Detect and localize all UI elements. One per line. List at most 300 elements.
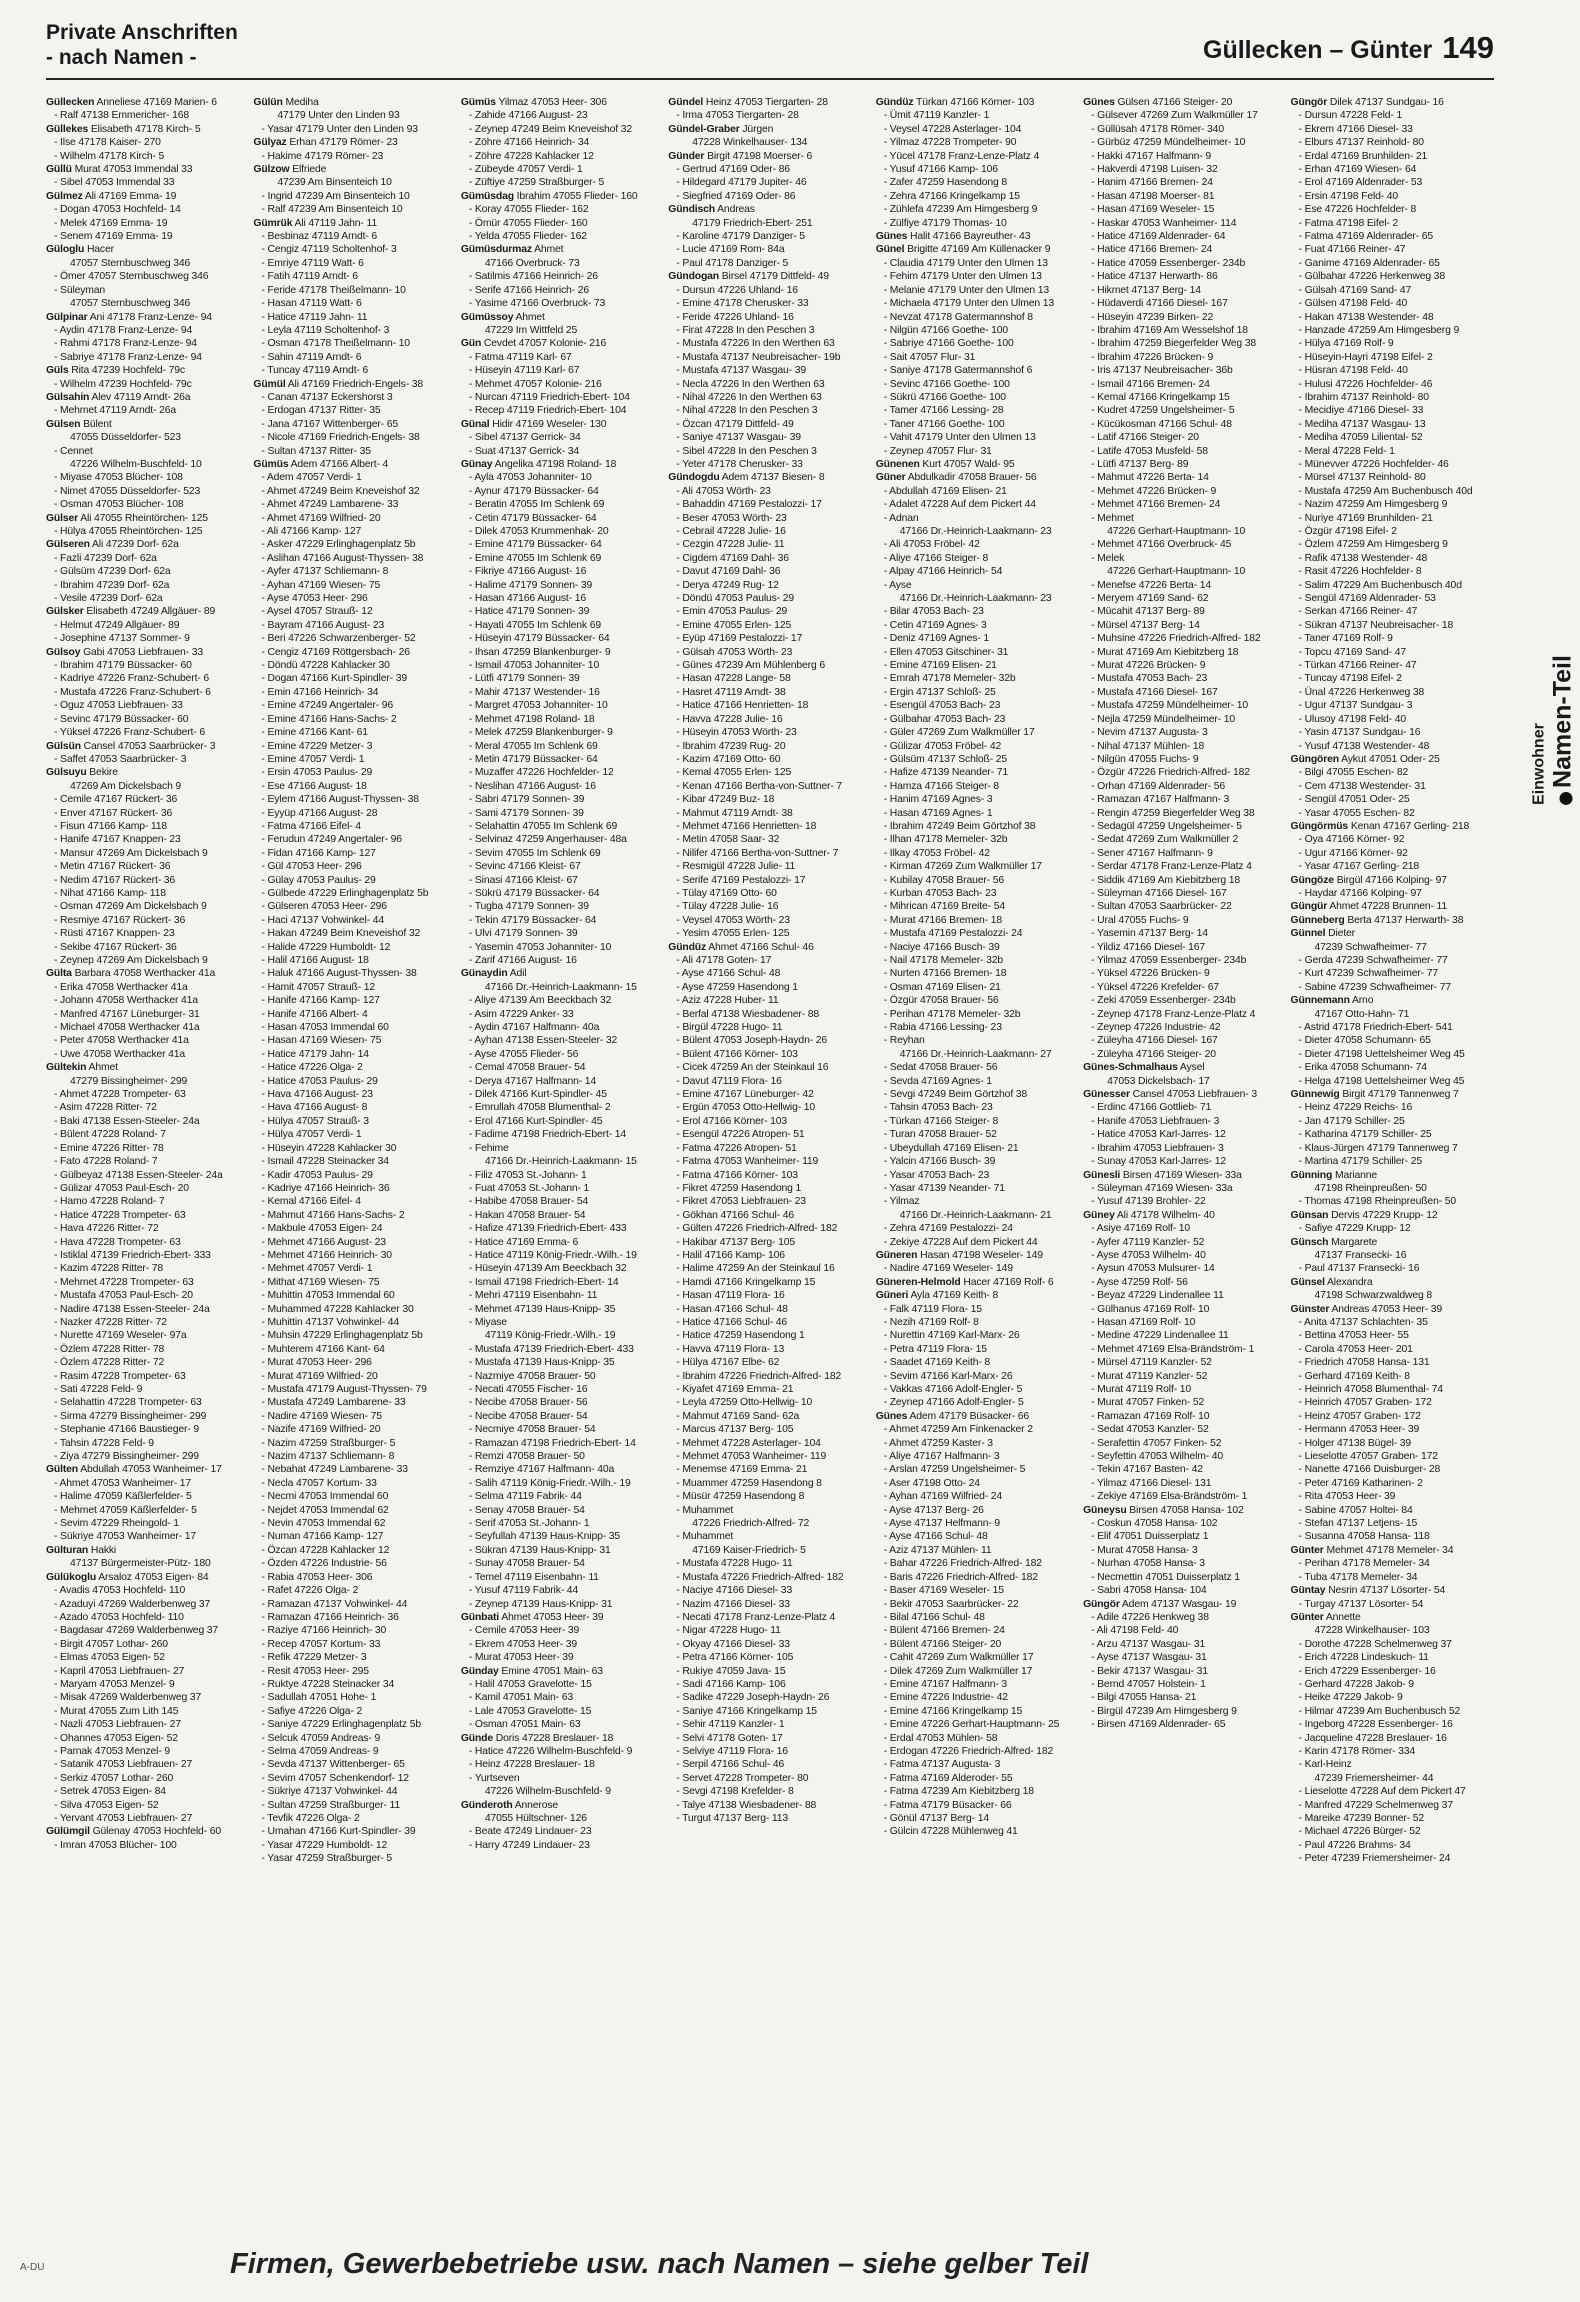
listing-entry: - Mehmet 47198 Roland- 18 <box>468 713 595 725</box>
listing-entry: - Yasar 47229 Humboldt- 12 <box>261 1839 388 1851</box>
listing-entry: - Erdogan 47137 Ritter- 35 <box>261 405 381 417</box>
listing-entry: - Sener 47167 Halfmann- 9 <box>1091 847 1213 859</box>
listing-entry <box>1291 874 1494 887</box>
listing-entry: - Oguz 47053 Liebfrauen- 33 <box>54 700 183 712</box>
listing-entry: - Kirman 47269 Zum Walkmüller 17 <box>883 861 1042 873</box>
listing-entry: - Esengül 47226 Atropen- 51 <box>676 1129 805 1141</box>
listing-entry: 47279 Bissingheimer- 299 <box>70 1075 188 1087</box>
listing-entry: - Eyüp 47169 Pestalozzi- 17 <box>676 633 803 645</box>
listing-entry <box>46 1463 249 1476</box>
listing-entry: - Tamer 47166 Lessing- 28 <box>883 405 1004 417</box>
listing-entry: - Ferudun 47249 Angertaler- 96 <box>261 834 402 846</box>
listing-entry <box>1291 96 1494 109</box>
surname: Güner <box>875 472 906 484</box>
listing-entry: - Fuat 47053 St.-Johann- 1 <box>468 1182 590 1194</box>
listing-entry: - Ismail 47198 Friedrich-Ebert- 14 <box>468 1276 619 1288</box>
listing-entry: - Tahsin 47228 Feld- 9 <box>54 1437 154 1449</box>
listing-entry: - Yasar 47053 Bach- 23 <box>883 1169 990 1181</box>
listing-entry: - Aslihan 47166 August-Thyssen- 38 <box>261 552 424 564</box>
listing-entry: - Cetin 47179 Büssacker- 64 <box>468 512 597 524</box>
listing-entry: - Hakki 47167 Halfmann- 9 <box>1091 150 1211 162</box>
listing-entry: - Dieter 47198 Uettelsheimer Weg 45 <box>1298 1048 1465 1060</box>
listing-entry <box>1083 1209 1286 1222</box>
listing-entry: - Emine 47226 Gerhart-Hauptmann- 25 <box>883 1719 1060 1731</box>
listing-entry: - Nihal 47228 In den Peschen 3 <box>676 405 818 417</box>
listing-entry: - Maryam 47053 Menzel- 9 <box>54 1678 175 1690</box>
listing-entry: - Miyase <box>468 1316 507 1328</box>
listing-entry: - Latife 47053 Musfeld- 58 <box>1091 445 1208 457</box>
listing-entry: - Sengül 47051 Oder- 25 <box>1298 794 1410 806</box>
listing-entry: - Canan 47137 Eckershorst 3 <box>261 391 393 403</box>
listing-entry <box>1083 1598 1286 1611</box>
listing-entry: - Emine 47055 Im Schlenk 69 <box>468 552 602 564</box>
listing-entry: - Recep 47057 Kortum- 33 <box>261 1638 381 1650</box>
listing-entry: 47226 Friedrich-Alfred- 72 <box>692 1518 810 1530</box>
listing-entry: - Uwe 47058 Werthacker 41a <box>54 1048 186 1060</box>
entry-details: Rita 47239 Hochfeld- 79c <box>71 365 185 377</box>
entry-details: Elfriede <box>292 164 327 176</box>
listing-entry: - Beyaz 47229 Lindenallee 11 <box>1091 1290 1224 1302</box>
listing-entry: - Ayse <box>883 579 912 591</box>
listing-entry: - Hatice 47137 Herwarth- 86 <box>1091 271 1218 283</box>
surname: Gülsün <box>46 740 81 752</box>
listing-entry: - Aysun 47053 Mulsurer- 14 <box>1091 1263 1215 1275</box>
listing-entry: - Sevim 47229 Rheingold- 1 <box>54 1518 179 1530</box>
listing-entry: - Gülsen 47198 Feld- 40 <box>1298 298 1408 310</box>
listing-entry: - Bahar 47226 Friedrich-Alfred- 182 <box>883 1558 1042 1570</box>
listing-entry: - Setrek 47053 Eigen- 84 <box>54 1786 166 1798</box>
listing-entry: - Ayse 47053 Wilhelm- 40 <box>1091 1249 1206 1261</box>
listing-entry: - Fehim 47179 Unter den Ulmen 13 <box>883 271 1042 283</box>
listing-entry: - Fikret 47259 Hasendong 1 <box>676 1182 802 1194</box>
listing-entry: - Elmas 47053 Eigen- 52 <box>54 1652 165 1664</box>
listing-entry: - Muammer 47259 Hasendong 8 <box>676 1477 822 1489</box>
listing-entry: - Ersin 47198 Feld- 40 <box>1298 190 1399 202</box>
listing-entry: - Hüseyin 47119 Karl- 67 <box>468 365 580 377</box>
entry-details: Cevdet 47057 Kolonie- 216 <box>483 338 607 350</box>
listing-entry: - Nihat 47166 Kamp- 118 <box>54 887 166 899</box>
listing-entry: - Sibel 47137 Gerrick- 34 <box>468 432 581 444</box>
listing-entry: - Hatice 47169 Emma- 6 <box>468 1236 579 1248</box>
listing-entry: - Ayse 47137 Helfmann- 9 <box>883 1518 1001 1530</box>
listing-entry: - Fidan 47166 Kamp- 127 <box>261 847 376 859</box>
listing-entry: 47229 Im Wittfeld 25 <box>484 324 578 336</box>
surname: Günter <box>1290 1611 1324 1623</box>
listing-entry: - Mehmet 47119 Arndt- 26a <box>54 405 176 417</box>
listing-entry: - Sabriye 47166 Goethe- 100 <box>883 338 1014 350</box>
entry-details: Ahmet <box>88 1062 118 1074</box>
listing-entry: - Hava 47166 August- 23 <box>261 1089 373 1101</box>
listing-entry: - Wilhelm 47178 Kirch- 5 <box>54 150 165 162</box>
listing-entry: - Sami 47179 Sonnen- 39 <box>468 807 584 819</box>
surname: Gülyaz <box>253 137 287 149</box>
surname: Gülseren <box>46 539 90 551</box>
entry-details: Brigitte 47169 Am Küllenacker 9 <box>907 244 1051 256</box>
entry-details: Birsen 47058 Hansa- 102 <box>1129 1504 1244 1516</box>
listing-entry: - Zafer 47259 Hasendong 8 <box>883 177 1008 189</box>
listing-entry: - Rahmi 47178 Franz-Lenze- 94 <box>54 338 197 350</box>
listing-entry: - Karoline 47179 Danziger- 5 <box>676 231 805 243</box>
listing-entry: - Hasan 47169 Agnes- 1 <box>883 807 993 819</box>
listing-entry <box>1083 1061 1286 1074</box>
listing-entry: - Ahmet 47249 Beim Kneveishof 32 <box>261 485 420 497</box>
listing-entry <box>46 243 249 256</box>
listing-entry <box>46 740 249 753</box>
listing-entry: 47166 Dr.-Heinrich-Laakmann- 23 <box>899 526 1052 537</box>
listing-entry: - Silva 47053 Eigen- 52 <box>54 1799 159 1811</box>
listing-entry: - Cengiz 47169 Röttgersbach- 26 <box>261 646 410 658</box>
listing-entry: - Mehmet 47228 Asterlager- 104 <box>676 1437 821 1449</box>
listing-entry: - Yasemin 47137 Berg- 14 <box>1091 928 1208 940</box>
listing-entry: - Zülfiye 47179 Thomas- 10 <box>883 217 1007 229</box>
listing-entry: - Hatice 47179 Jahn- 14 <box>261 1048 369 1060</box>
listing-entry: - Gerhard 47169 Keith- 8 <box>1298 1370 1410 1382</box>
listing-entry: - Özcan 47228 Kahlacker 12 <box>261 1544 390 1556</box>
listing-entry <box>876 1410 1079 1423</box>
listing-entry: - Neslihan 47166 August- 16 <box>468 780 596 792</box>
listing-entry: - Hülya 47057 Strauß- 3 <box>261 1115 369 1127</box>
listing-entry: - Serkiz 47057 Lothar- 260 <box>54 1772 174 1784</box>
listing-entry: - Ibrahim 47179 Büssacker- 60 <box>54 660 192 672</box>
listing-entry: - Gülten 47226 Friedrich-Alfred- 182 <box>676 1223 838 1235</box>
listing-entry: - Kenan 47166 Bertha-von-Suttner- 7 <box>676 780 842 792</box>
listing-entry: - Murat 47226 Brücken- 9 <box>1091 660 1206 672</box>
listing-entry: - Bülent 47228 Roland- 7 <box>54 1129 166 1141</box>
listing-entry <box>253 378 456 391</box>
listing-entry: - Murat 47119 Rolf- 10 <box>1091 1384 1191 1395</box>
listing-entry: - Heinz 47057 Graben- 172 <box>1298 1410 1421 1422</box>
listing-entry: - Fazli 47239 Dorf- 62a <box>54 552 157 564</box>
listing-entry: - Zeynep 47178 Franz-Lenze-Platz 4 <box>1091 1008 1256 1020</box>
listing-entry: - Thomas 47198 Rheinpreußen- 50 <box>1298 1196 1456 1208</box>
surname: Gülmez <box>46 190 83 202</box>
entry-details: Barbara 47058 Werthacker 41a <box>74 968 216 980</box>
listing-entry <box>1291 753 1494 766</box>
listing-entry: - Ayhan 47169 Wilfried- 24 <box>883 1491 1003 1503</box>
listing-entry: - Nevin 47053 Immendal 62 <box>261 1518 386 1530</box>
listing-entry: - Sultan 47053 Saarbrücker- 22 <box>1091 901 1232 913</box>
listing-entry: - Yasin 47137 Sundgau- 16 <box>1298 727 1421 739</box>
listing-entry <box>46 1825 249 1838</box>
entry-details: Birsel 47179 Dittfeld- 49 <box>721 271 829 283</box>
listing-entry: - Sirma 47279 Bissingheimer- 299 <box>54 1410 207 1422</box>
listing-entry: - Tuncay 47198 Eifel- 2 <box>1298 673 1402 685</box>
listing-entry: - Sabri 47179 Sonnen- 39 <box>468 794 585 806</box>
listing-entry: - Eyyüp 47166 August- 28 <box>261 807 378 819</box>
surname: Günes <box>875 231 908 243</box>
listing-entry: - Osman 47053 Blücher- 108 <box>54 499 184 511</box>
listing-entry: - Sati 47228 Feld- 9 <box>54 1384 143 1395</box>
listing-entry: - Emine 47057 Verdi- 1 <box>261 753 365 765</box>
listing-entry: - Hatice 47166 Henrietten- 18 <box>676 700 809 712</box>
listing-entry: - Satilmis 47166 Heinrich- 26 <box>468 271 598 283</box>
listing-entry: - Adalet 47228 Auf dem Pickert 44 <box>883 499 1036 511</box>
listing-entry: - Kücükosman 47166 Schul- 48 <box>1091 418 1232 430</box>
listing-entry: - Ahmet 47249 Lambarene- 33 <box>261 499 399 511</box>
listing-entry: - Zeynep 47226 Industrie- 42 <box>1091 1022 1221 1034</box>
listing-entry: - Fatma 47166 Körner- 103 <box>676 1169 798 1181</box>
listing-entry: - Muhammet <box>676 1531 734 1543</box>
listing-entry: - Hasan 47119 Watt- 6 <box>261 298 362 310</box>
listing-entry: - Tevfik 47226 Olga- 2 <box>261 1813 360 1824</box>
listing-entry: - Muhammed 47228 Kahlacker 30 <box>261 1303 414 1315</box>
listing-entry: - Gerhard 47228 Jakob- 9 <box>1298 1678 1414 1690</box>
listing-entry: - Emine 47229 Metzer- 3 <box>261 740 373 752</box>
listing-entry: - Bernd 47057 Holstein- 1 <box>1091 1678 1206 1690</box>
listing-entry <box>1083 1504 1286 1517</box>
listing-entry: - Hatice 47259 Hasendong 1 <box>676 1330 805 1342</box>
listing-entry: - Hanzade 47259 Am Himgesberg 9 <box>1298 324 1460 336</box>
listing-entry: - Süleyman 47169 Wiesen- 33a <box>1091 1182 1233 1194</box>
listing-entry: - Hulusi 47226 Hochfelder- 46 <box>1298 378 1433 390</box>
listing-entry <box>668 150 871 163</box>
listing-entry: - Cicek 47259 An der Steinkaul 16 <box>676 1062 829 1074</box>
listing-entry: - Mahmut 47226 Berta- 14 <box>1091 472 1209 484</box>
listing-entry: - Murat 47169 Am Kiebitzberg 18 <box>1091 646 1239 658</box>
listing-entry: - Yusuf 47119 Fabrik- 44 <box>468 1585 579 1597</box>
listing-entry: - Sait 47057 Flur- 31 <box>883 351 976 363</box>
listing-entry: - Hakan 47249 Beim Kneveishof 32 <box>261 928 421 940</box>
listing-entry: - Haydar 47166 Kolping- 97 <box>1298 887 1422 899</box>
listing-entry <box>668 203 871 216</box>
listing-entry <box>1291 820 1494 833</box>
entry-details: Murat 47053 Immendal 33 <box>74 164 193 176</box>
listing-entry <box>46 364 249 377</box>
listing-entry: - Sevda 47169 Agnes- 1 <box>883 1075 992 1087</box>
listing-entry: - Fatma 47169 Alderoder- 55 <box>883 1772 1013 1784</box>
listing-entry: - Hatice 47166 Schul- 46 <box>676 1316 788 1328</box>
listing-entry: - Seyfettin 47053 Wilhelm- 40 <box>1091 1451 1224 1463</box>
listing-entry: - Mahmut 47166 Hans-Sachs- 2 <box>261 1209 405 1221</box>
listing-entry: - Hanife 47166 Kamp- 127 <box>261 995 380 1007</box>
listing-entry: - Necati 47055 Fischer- 16 <box>468 1384 588 1395</box>
listing-entry: - Fatma 47239 Am Kiebitzberg 18 <box>883 1786 1034 1798</box>
entry-details: Mediha <box>285 97 319 108</box>
listing-entry: - Nurcan 47119 Friedrich-Ebert- 104 <box>468 391 630 403</box>
listing-entry: - Michael 47226 Bürger- 52 <box>1298 1826 1421 1838</box>
listing-entry <box>461 190 664 203</box>
listing-entry: - Türkan 47166 Steiger- 8 <box>883 1115 999 1127</box>
listing-entry <box>1083 1088 1286 1101</box>
listing-entry: - Hatice 47053 Karl-Jarres- 12 <box>1091 1129 1226 1141</box>
listing-entry: - Yasar 47167 Gerling- 218 <box>1298 861 1420 873</box>
listing-entry: - Züftiye 47259 Straßburger- 5 <box>468 177 605 189</box>
listing-entry: 47239 Schwafheimer- 77 <box>1314 941 1427 953</box>
listing-entry: - Asim 47228 Ritter- 72 <box>54 1102 157 1114</box>
listing-entry: - Hatice 47169 Aldenrader- 64 <box>1091 231 1226 243</box>
listing-entry: - Ömür 47055 Flieder- 160 <box>468 217 588 229</box>
listing-entry: - Kemal 47055 Erlen- 125 <box>676 767 792 779</box>
listing-entry: - Hasan 47119 Flora- 16 <box>676 1290 785 1302</box>
listing-entry: - Saniye 47166 Kringelkamp 15 <box>676 1705 817 1717</box>
listing-entry: - Cebrail 47228 Julie- 16 <box>676 526 786 537</box>
listing-entry: - Jan 47179 Schiller- 25 <box>1298 1115 1405 1127</box>
listing-entry: 47055 Hültschner- 126 <box>484 1813 587 1824</box>
listing-entry: - Gülhanus 47169 Rolf- 10 <box>1091 1303 1210 1315</box>
listing-entry: - Selviye 47119 Flora- 16 <box>676 1745 788 1757</box>
listing-entry: - Josephine 47137 Sommer- 9 <box>54 633 190 645</box>
listing-entry: - Saadet 47169 Keith- 8 <box>883 1357 990 1369</box>
listing-entry: - Hüseyin 47139 Am Beeckbach 32 <box>468 1263 627 1275</box>
listing-entry: - Meral 47228 Feld- 1 <box>1298 445 1395 457</box>
page-number: 149 <box>1442 30 1494 65</box>
listing-entry: - Enver 47167 Rückert- 36 <box>54 807 173 819</box>
listing-entry: - Reyhan <box>883 1035 925 1047</box>
listing-entry: - Saniye 47229 Erlinghagenplatz 5b <box>261 1719 421 1731</box>
listing-entry <box>461 1611 664 1624</box>
surname: Günneberg <box>1290 914 1345 926</box>
listing-entry: - Yasar 47179 Unter den Linden 93 <box>261 123 418 135</box>
entry-details: Hacer <box>86 244 114 256</box>
listing-entry: - Rasim 47228 Trompeter- 63 <box>54 1370 186 1382</box>
listing-entry: - Alpay 47166 Heinrich- 54 <box>883 566 1003 578</box>
listing-entry: - Ayla 47053 Johanniter- 10 <box>468 472 592 484</box>
listing-entry: - Suat 47137 Gerrick- 34 <box>468 445 580 457</box>
listing-entry: - Baser 47169 Weseler- 15 <box>883 1585 1004 1597</box>
listing-entry <box>461 418 664 431</box>
entry-details: Adil <box>509 968 527 980</box>
listing-entry: - Menefse 47226 Berta- 14 <box>1091 579 1211 591</box>
surname: Güngör <box>1290 97 1328 108</box>
listing-entry: - Mecidiye 47166 Diesel- 33 <box>1298 405 1424 417</box>
listing-entry: - Resmigül 47228 Julie- 11 <box>676 861 796 873</box>
listing-entry: - Hafize 47139 Neander- 71 <box>883 767 1009 779</box>
surname: Gülta <box>46 968 72 980</box>
listing-entry: - Nurette 47169 Weseler- 97a <box>54 1330 187 1342</box>
surname: Güllekes <box>46 123 89 135</box>
listing-entry: - Aydin 47167 Halfmann- 40a <box>468 1022 600 1034</box>
surname: Gümüsdag <box>460 190 514 202</box>
listing-entry: - Ahmet 47053 Wanheimer- 17 <box>54 1477 192 1489</box>
surname: Güllü <box>46 164 72 176</box>
listing-entry: - Hülya 47167 Elbe- 62 <box>676 1357 780 1369</box>
listing-entry: - Yilmaz <box>883 1196 920 1208</box>
listing-entry: - Meryem 47169 Sand- 62 <box>1091 593 1209 605</box>
listing-entry: - Nigar 47228 Hugo- 11 <box>676 1625 781 1637</box>
entry-details: Ayla 47169 Keith- 8 <box>910 1290 999 1302</box>
listing-entry: - Ese 47166 August- 18 <box>261 780 367 792</box>
listing-entry: - Mihrican 47169 Breite- 54 <box>883 901 1005 913</box>
listing-entry: - Zahide 47166 August- 23 <box>468 110 588 122</box>
listing-entry: - Tekin 47167 Basten- 42 <box>1091 1464 1203 1476</box>
entry-details: Ahmet <box>534 244 564 256</box>
entry-details: Bekire <box>89 767 118 779</box>
listing-entry: - Habibe 47058 Brauer- 54 <box>468 1196 589 1208</box>
listing-entry: - Sevinc 47166 Goethe- 100 <box>883 378 1010 390</box>
listing-entry: - Hamza 47166 Steiger- 8 <box>883 780 1000 792</box>
listing-entry: - Paul 47178 Danziger- 5 <box>676 257 789 269</box>
listing-entry: - Gülbeyaz 47138 Essen-Steeler- 24a <box>54 1169 223 1181</box>
listing-entry <box>1083 96 1286 109</box>
listing-entry: - Resmiye 47167 Rückert- 36 <box>54 914 186 926</box>
listing-entry: - Ibrahim 47259 Biegerfelder Weg 38 <box>1091 338 1257 350</box>
listing-entry: - Aliye 47166 Steiger- 8 <box>883 552 989 564</box>
listing-entry: 47166 Dr.-Heinrich-Laakmann- 23 <box>899 593 1052 605</box>
entry-details: Birsen 47169 Wiesen- 33a <box>1122 1169 1242 1181</box>
listing-entry: - Tülay 47228 Julie- 16 <box>676 901 779 913</box>
listing-entry: - Zarif 47166 August- 16 <box>468 955 577 966</box>
listing-entry: - Arzu 47137 Wasgau- 31 <box>1091 1638 1206 1650</box>
listing-entry: - Safiye 47229 Krupp- 12 <box>1298 1223 1411 1235</box>
listing-entry: - Muzaffer 47226 Hochfelder- 12 <box>468 767 614 779</box>
listing-entry: - Gönül 47137 Berg- 14 <box>883 1813 989 1824</box>
listing-entry: - Talye 47138 Wiesbadener- 88 <box>676 1799 817 1811</box>
listing-entry: - Gerda 47239 Schwafheimer- 77 <box>1298 955 1448 966</box>
listing-entry: - Saniye 47137 Wasgau- 39 <box>676 432 801 444</box>
listing-entry: - Refik 47229 Metzer- 3 <box>261 1652 367 1664</box>
listing-entry <box>1291 1611 1494 1624</box>
listing-entry: - Özgür 47198 Eifel- 2 <box>1298 526 1397 537</box>
listing-entry: - Cemal 47058 Brauer- 54 <box>468 1062 586 1074</box>
listing-entry: - Gülizar 47053 Fröbel- 42 <box>883 740 1002 752</box>
listing-entry: - Kurt 47239 Schwafheimer- 77 <box>1298 968 1438 980</box>
listing-entry: - Cengiz 47119 Scholtenhof- 3 <box>261 244 397 256</box>
listing-entry: - Manfred 47167 Lüneburger- 31 <box>54 1008 200 1020</box>
listing-entry: - Jana 47167 Wittenberger- 65 <box>261 418 399 430</box>
listing-entry: - Gülsever 47269 Zum Walkmüller 17 <box>1091 110 1258 122</box>
listing-entry: - Ziya 47279 Bissingheimer- 299 <box>54 1451 199 1463</box>
listing-entry: - Sevda 47137 Wittenberger- 65 <box>261 1759 405 1771</box>
listing-entry: - Nazim 47259 Am Himgesberg 9 <box>1298 499 1448 511</box>
listing-entry: 47166 Dr.-Heinrich-Laakmann- 15 <box>484 1156 637 1168</box>
listing-entry: - Taner 47169 Rolf- 9 <box>1298 633 1393 645</box>
listing-entry: - Emine 47178 Cherusker- 33 <box>676 298 809 310</box>
listing-entry: - Stefan 47137 Letjens- 15 <box>1298 1518 1418 1530</box>
listing-entry: - Nazim 47137 Schliemann- 8 <box>261 1451 395 1463</box>
listing-entry: - Gökhan 47166 Schul- 46 <box>676 1209 794 1221</box>
listing-entry: - Ersin 47053 Paulus- 29 <box>261 767 373 779</box>
listing-entry: - Sevim 47057 Schenkendorf- 12 <box>261 1772 409 1784</box>
listing-entry: - Dursun 47226 Uhland- 16 <box>676 284 798 296</box>
entry-details: Ahmet <box>515 311 545 323</box>
listing-entry: - Zühlefa 47239 Am Himgesberg 9 <box>883 204 1038 216</box>
entry-details: Marianne <box>1334 1169 1378 1181</box>
surname: Gülükoglu <box>46 1571 97 1583</box>
listing-entry: - Ingrid 47239 Am Binsenteich 10 <box>261 190 410 202</box>
listing-entry: - Erol 47169 Aldenrader- 53 <box>1298 177 1423 189</box>
listing-entry: - Nilgün 47055 Fuchs- 9 <box>1091 753 1199 765</box>
listing-entry <box>46 512 249 525</box>
surname: Güntay <box>1290 1585 1326 1597</box>
entry-details: Adem 47137 Biesen- 8 <box>721 472 825 484</box>
listing-entry: - Dorothe 47228 Schelmenweg 37 <box>1298 1638 1452 1650</box>
listing-entry: - Ilse 47178 Kaiser- 270 <box>54 137 161 149</box>
listing-column <box>1083 96 1286 2226</box>
entry-details: Andreas <box>717 204 755 216</box>
listing-entry: - Hakan 47058 Brauer- 54 <box>468 1209 586 1221</box>
listing-entry: - Nevzat 47178 Gatermannshof 8 <box>883 311 1033 323</box>
listing-entry: - Kemal 47166 Eifel- 4 <box>261 1196 361 1208</box>
listing-entry: - Sevim 47166 Karl-Marx- 26 <box>883 1370 1013 1382</box>
listing-entry: - Bülent 47166 Steiger- 20 <box>883 1638 1002 1650</box>
listing-entry: - Fatma 47198 Eifel- 2 <box>1298 217 1399 229</box>
entry-details: Gülenay 47053 Hochfeld- 60 <box>92 1826 221 1838</box>
listing-entry: - Derya 47167 Halfmann- 14 <box>468 1075 597 1087</box>
surname: Gümüsdurmaz <box>460 244 532 256</box>
listing-entry: - Nuriye 47169 Brunhilden- 21 <box>1298 512 1433 524</box>
listing-entry: - Naciye 47166 Diesel- 33 <box>676 1585 793 1597</box>
entry-details: Adem 47166 Albert- 4 <box>290 458 389 470</box>
listing-entry: - Aysel 47057 Strauß- 12 <box>261 606 373 618</box>
entry-details: Türkan 47166 Körner- 103 <box>916 97 1035 108</box>
listing-entry: 47226 Wilhelm-Buschfeld- 10 <box>70 458 202 470</box>
listing-entry: - Aliye 47167 Halfmann- 3 <box>883 1451 1000 1463</box>
listing-entry: - Coskun 47058 Hansa- 102 <box>1091 1518 1218 1530</box>
listing-entry: - Kamil 47051 Main- 63 <box>468 1692 573 1704</box>
listing-entry <box>668 270 871 283</box>
listing-entry: - Jacqueline 47228 Breslauer- 16 <box>1298 1732 1447 1744</box>
listing-entry <box>1291 900 1494 913</box>
